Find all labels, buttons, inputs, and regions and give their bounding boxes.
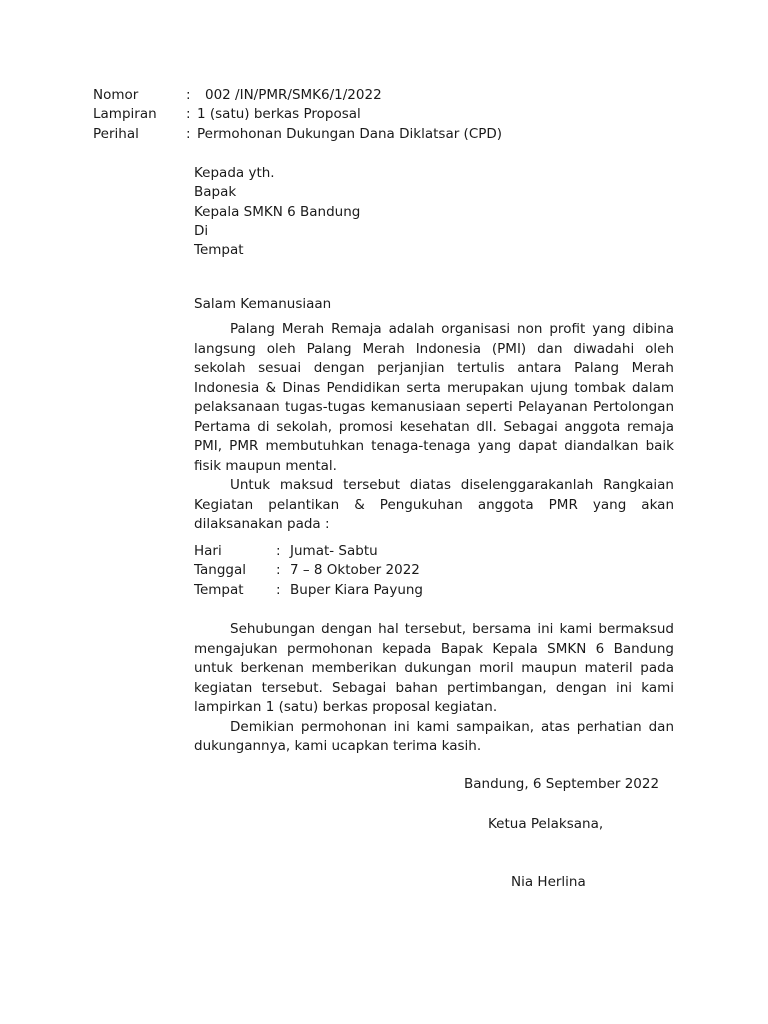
- perihal-label: Perihal: [93, 126, 139, 142]
- perihal-value: Permohonan Dukungan Dana Diklatsar (CPD): [197, 126, 503, 142]
- place-date: Bandung, 6 September 2022: [464, 776, 660, 792]
- event-tempat-colon: :: [276, 582, 281, 598]
- lampiran-label: Lampiran: [93, 106, 157, 122]
- lampiran-value: 1 (satu) berkas Proposal: [197, 106, 361, 122]
- paragraph-1: Palang Merah Remaja adalah organisasi non profit yang dibina langsung oleh Palang Merah Indonesia (PMI) dan diwadahi oleh sekolah sesuai dengan perjanjian tertulis antara Palang Merah Indonesia & Dinas Pendidikan serta merupakan ujung tombak dalam pelaksanaan tugas-tugas kemanusiaan seperti Pelayanan Pertolongan Pertama di sekolah, promosi kesehatan dll. Sebagai anggota remaja PMI, PMR membutuhkan tenaga-tenaga yang dapat diandalkan baik fisik maupun mental.: [194, 321, 674, 474]
- body-block-2: [194, 620, 674, 757]
- event-tempat-label: Tempat: [194, 582, 244, 598]
- lampiran-colon: :: [186, 106, 191, 122]
- event-tempat-value: Buper Kiara Payung: [290, 582, 424, 598]
- event-tanggal-value: 7 – 8 Oktober 2022: [290, 562, 420, 578]
- event-hari-value: Jumat- Sabtu: [290, 543, 378, 559]
- recipient-line-2: Bapak: [194, 184, 237, 200]
- paragraph-4: Demikian permohonan ini kami sampaikan, atas perhatian dan dukungannya, kami ucapkan terima kasih.: [194, 718, 674, 754]
- event-tanggal-colon: :: [276, 562, 281, 578]
- paragraph-2: Untuk maksud tersebut diatas diselenggarakanlah Rangkaian Kegiatan pelantikan & Pengukuhan anggota PMR yang akan dilaksanakan pada :: [194, 477, 674, 532]
- nomor-colon: :: [186, 87, 191, 103]
- recipient-line-4: Di: [194, 223, 209, 239]
- nomor-label: Nomor: [93, 87, 139, 103]
- recipient-line-3: Kepala SMKN 6 Bandung: [194, 204, 361, 220]
- greeting: Salam Kemanusiaan: [194, 296, 332, 312]
- paragraph-3: Sehubungan dengan hal tersebut, bersama ini kami bermaksud mengajukan permohonan kepada Bapak Kepala SMKN 6 Bandung untuk berkenan memberikan dukungan moril maupun materil pada kegiatan tersebut. Sebagai bahan pertimbangan, dengan ini kami lampirkan 1 (satu) berkas proposal kegiatan.: [194, 621, 674, 715]
- event-hari-label: Hari: [194, 543, 222, 559]
- event-tanggal-label: Tanggal: [194, 562, 247, 578]
- nomor-value: 002 /IN/PMR/SMK6/1/2022: [205, 87, 382, 103]
- body-block-1: [194, 320, 674, 535]
- recipient-line-5: Tempat: [194, 242, 244, 258]
- perihal-colon: :: [186, 126, 191, 142]
- signer-name: Nia Herlina: [511, 874, 586, 890]
- event-hari-colon: :: [276, 543, 281, 559]
- recipient-line-1: Kepada yth.: [194, 165, 275, 181]
- signer-position: Ketua Pelaksana,: [488, 816, 604, 832]
